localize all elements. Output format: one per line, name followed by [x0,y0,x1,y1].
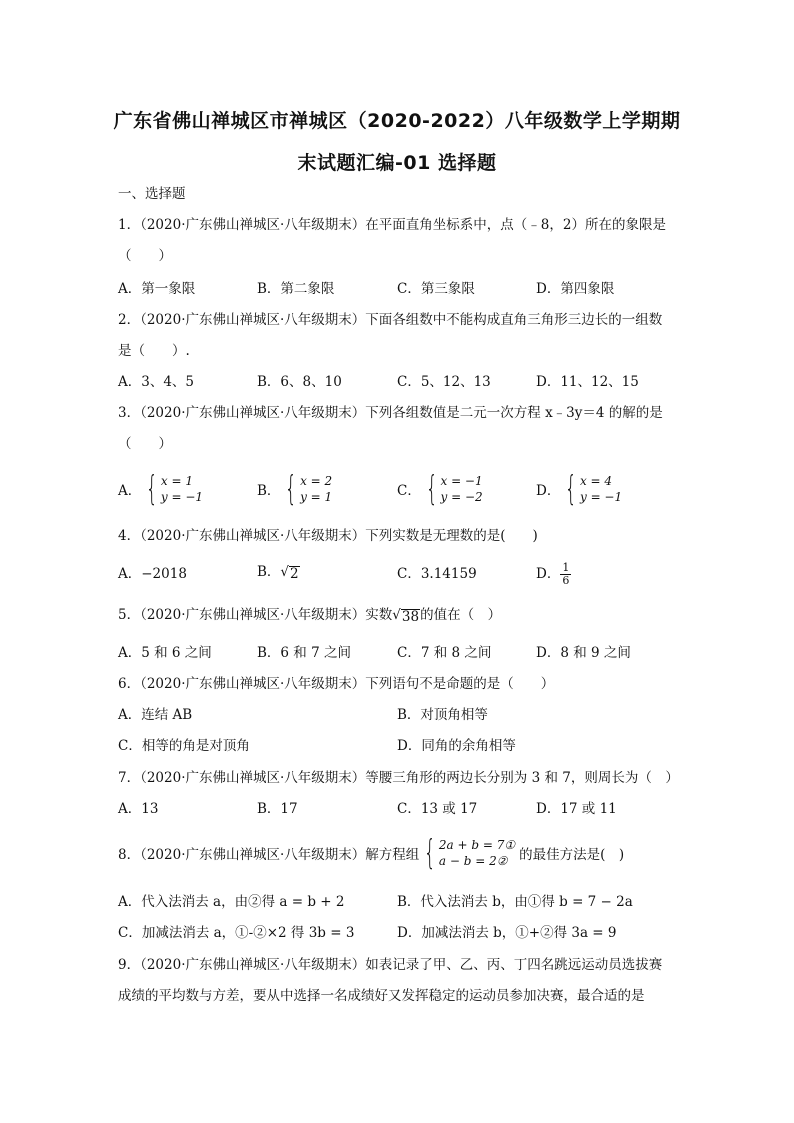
sqrt-symbol: √ 2 [280,564,299,582]
question-1-option-d: D．第四象限 [536,281,615,297]
question-3-option-a [118,469,204,509]
document-title-line1: 广东省佛山禅城区市禅城区（2020-2022）八年级数学上学期期 [113,110,681,132]
question-4-text: 4．（2020·广东佛山禅城区·八年级期末）下列实数是无理数的是( ) [118,528,538,544]
brace-icon: { [146,469,159,509]
question-9-text: 9．（2020·广东佛山禅城区·八年级期末）如表记录了甲、乙、丙、丁四名跳远运动员选拔赛 [118,957,663,973]
question-2-option-d: D．11、12、15 [536,374,639,390]
option-d-label: D． [536,566,561,582]
question-5-option-c: C．7 和 8 之间 [397,645,492,661]
option-d-label: D． [536,483,561,499]
denominator: 6 [562,574,570,587]
question-2-option-b: B．6、8、10 [257,374,342,390]
question-8-text-b: 的最佳方法是( ) [519,847,625,863]
question-8-text [118,833,625,873]
question-7-option-a: A．13 [118,801,159,817]
equation-x: x = 2 [300,474,333,488]
brace-icon: { [565,469,578,509]
question-5-option-b: B．6 和 7 之间 [257,645,351,661]
option-b-label: B． [257,564,281,580]
question-6-option-a: A．连结 AB [118,707,193,723]
question-1-option-b: B．第二象限 [257,281,335,297]
radicand: 2 [290,566,299,582]
brace-icon: { [425,469,438,509]
option-c-label: C． [397,483,421,499]
equation-y: y = −1 [579,490,623,504]
question-7-option-b: B．17 [257,801,298,817]
equation-y: y = −2 [440,490,483,504]
section-heading: 一、选择题 [118,186,186,202]
equation-1: 2a + b = 7① [438,838,516,852]
question-3-text: 3．（2020·广东佛山禅城区·八年级期末）下列各组数值是二元一次方程 x﹣3y＝4 的解的是 [118,405,663,421]
question-8-option-b: B．代入法消去 b，由①得 b = 7 − 2a [397,894,633,910]
brace-icon: { [285,469,298,509]
equation-2: a − b = 2② [438,854,508,868]
question-5-text-a: 5．（2020·广东佛山禅城区·八年级期末）实数 [118,607,393,623]
option-a-label: A． [118,483,142,499]
question-4-option-d [536,562,571,587]
equation-x: x = −1 [440,474,483,488]
question-1-option-c: C．第三象限 [397,281,475,297]
question-6-option-c: C．相等的角是对顶角 [118,738,250,754]
question-2-option-c: C．5、12、13 [397,374,491,390]
question-3-option-c [397,469,483,509]
brace-icon: { [424,833,437,873]
question-8-option-c: C．加减法消去 a，①-②×2 得 3b = 3 [118,925,355,941]
question-5-text [118,609,501,624]
question-1-text: 1．（2020·广东佛山禅城区·八年级期末）在平面直角坐标系中，点（﹣8，2）所在的象限是 [118,217,666,233]
sqrt-symbol: √ 38 [392,607,420,625]
question-5-option-a: A．5 和 6 之间 [118,645,212,661]
question-8-option-a: A．代入法消去 a，由②得 a = b + 2 [118,894,345,910]
radicand: 38 [401,609,420,625]
question-4-option-b [257,566,300,581]
question-5-option-d: D．8 和 9 之间 [536,645,631,661]
equation-x: x = 1 [160,474,193,488]
question-6-option-d: D．同角的余角相等 [397,738,516,754]
document-title-line2: 末试题汇编-01 选择题 [297,152,497,174]
question-3-option-d [536,469,623,509]
question-4-option-c: C．3.14159 [397,566,477,582]
question-5-text-b: 的值在（ ） [420,607,502,623]
question-9-continuation: 成绩的平均数与方差，要从中选择一名成绩好又发挥稳定的运动员参加决赛，最合适的是 [118,988,645,1004]
equation-y: y = −1 [160,490,204,504]
question-2-continuation: 是（ ）. [118,343,190,359]
question-1-continuation: （ ） [118,248,172,264]
question-2-text: 2．（2020·广东佛山禅城区·八年级期末）下面各组数中不能构成直角三角形三边长的一组数 [118,312,663,328]
question-1-option-a: A．第一象限 [118,281,196,297]
question-7-text: 7．（2020·广东佛山禅城区·八年级期末）等腰三角形的两边长分别为 3 和 7，则周长为（ ） [118,770,679,786]
question-6-text: 6．（2020·广东佛山禅城区·八年级期末）下列语句不是命题的是（ ） [118,676,555,692]
question-7-option-c: C．13 或 17 [397,801,478,817]
question-4-option-a: A．−2018 [118,566,187,582]
equation-y: y = 1 [300,490,333,504]
fraction [560,562,571,587]
question-2-option-a: A．3、4、5 [118,374,195,390]
question-8-option-d: D．加减法消去 b，①+②得 3a = 9 [397,925,617,941]
equation-x: x = 4 [579,474,613,488]
option-b-label: B． [257,483,281,499]
question-3-option-b [257,469,333,509]
question-6-option-b: B．对顶角相等 [397,707,488,723]
question-7-option-d: D．17 或 11 [536,801,617,817]
numerator: 1 [562,561,570,574]
question-3-continuation: （ ） [118,436,172,452]
question-8-text-a: 8．（2020·广东佛山禅城区·八年级期末）解方程组 [118,847,420,863]
